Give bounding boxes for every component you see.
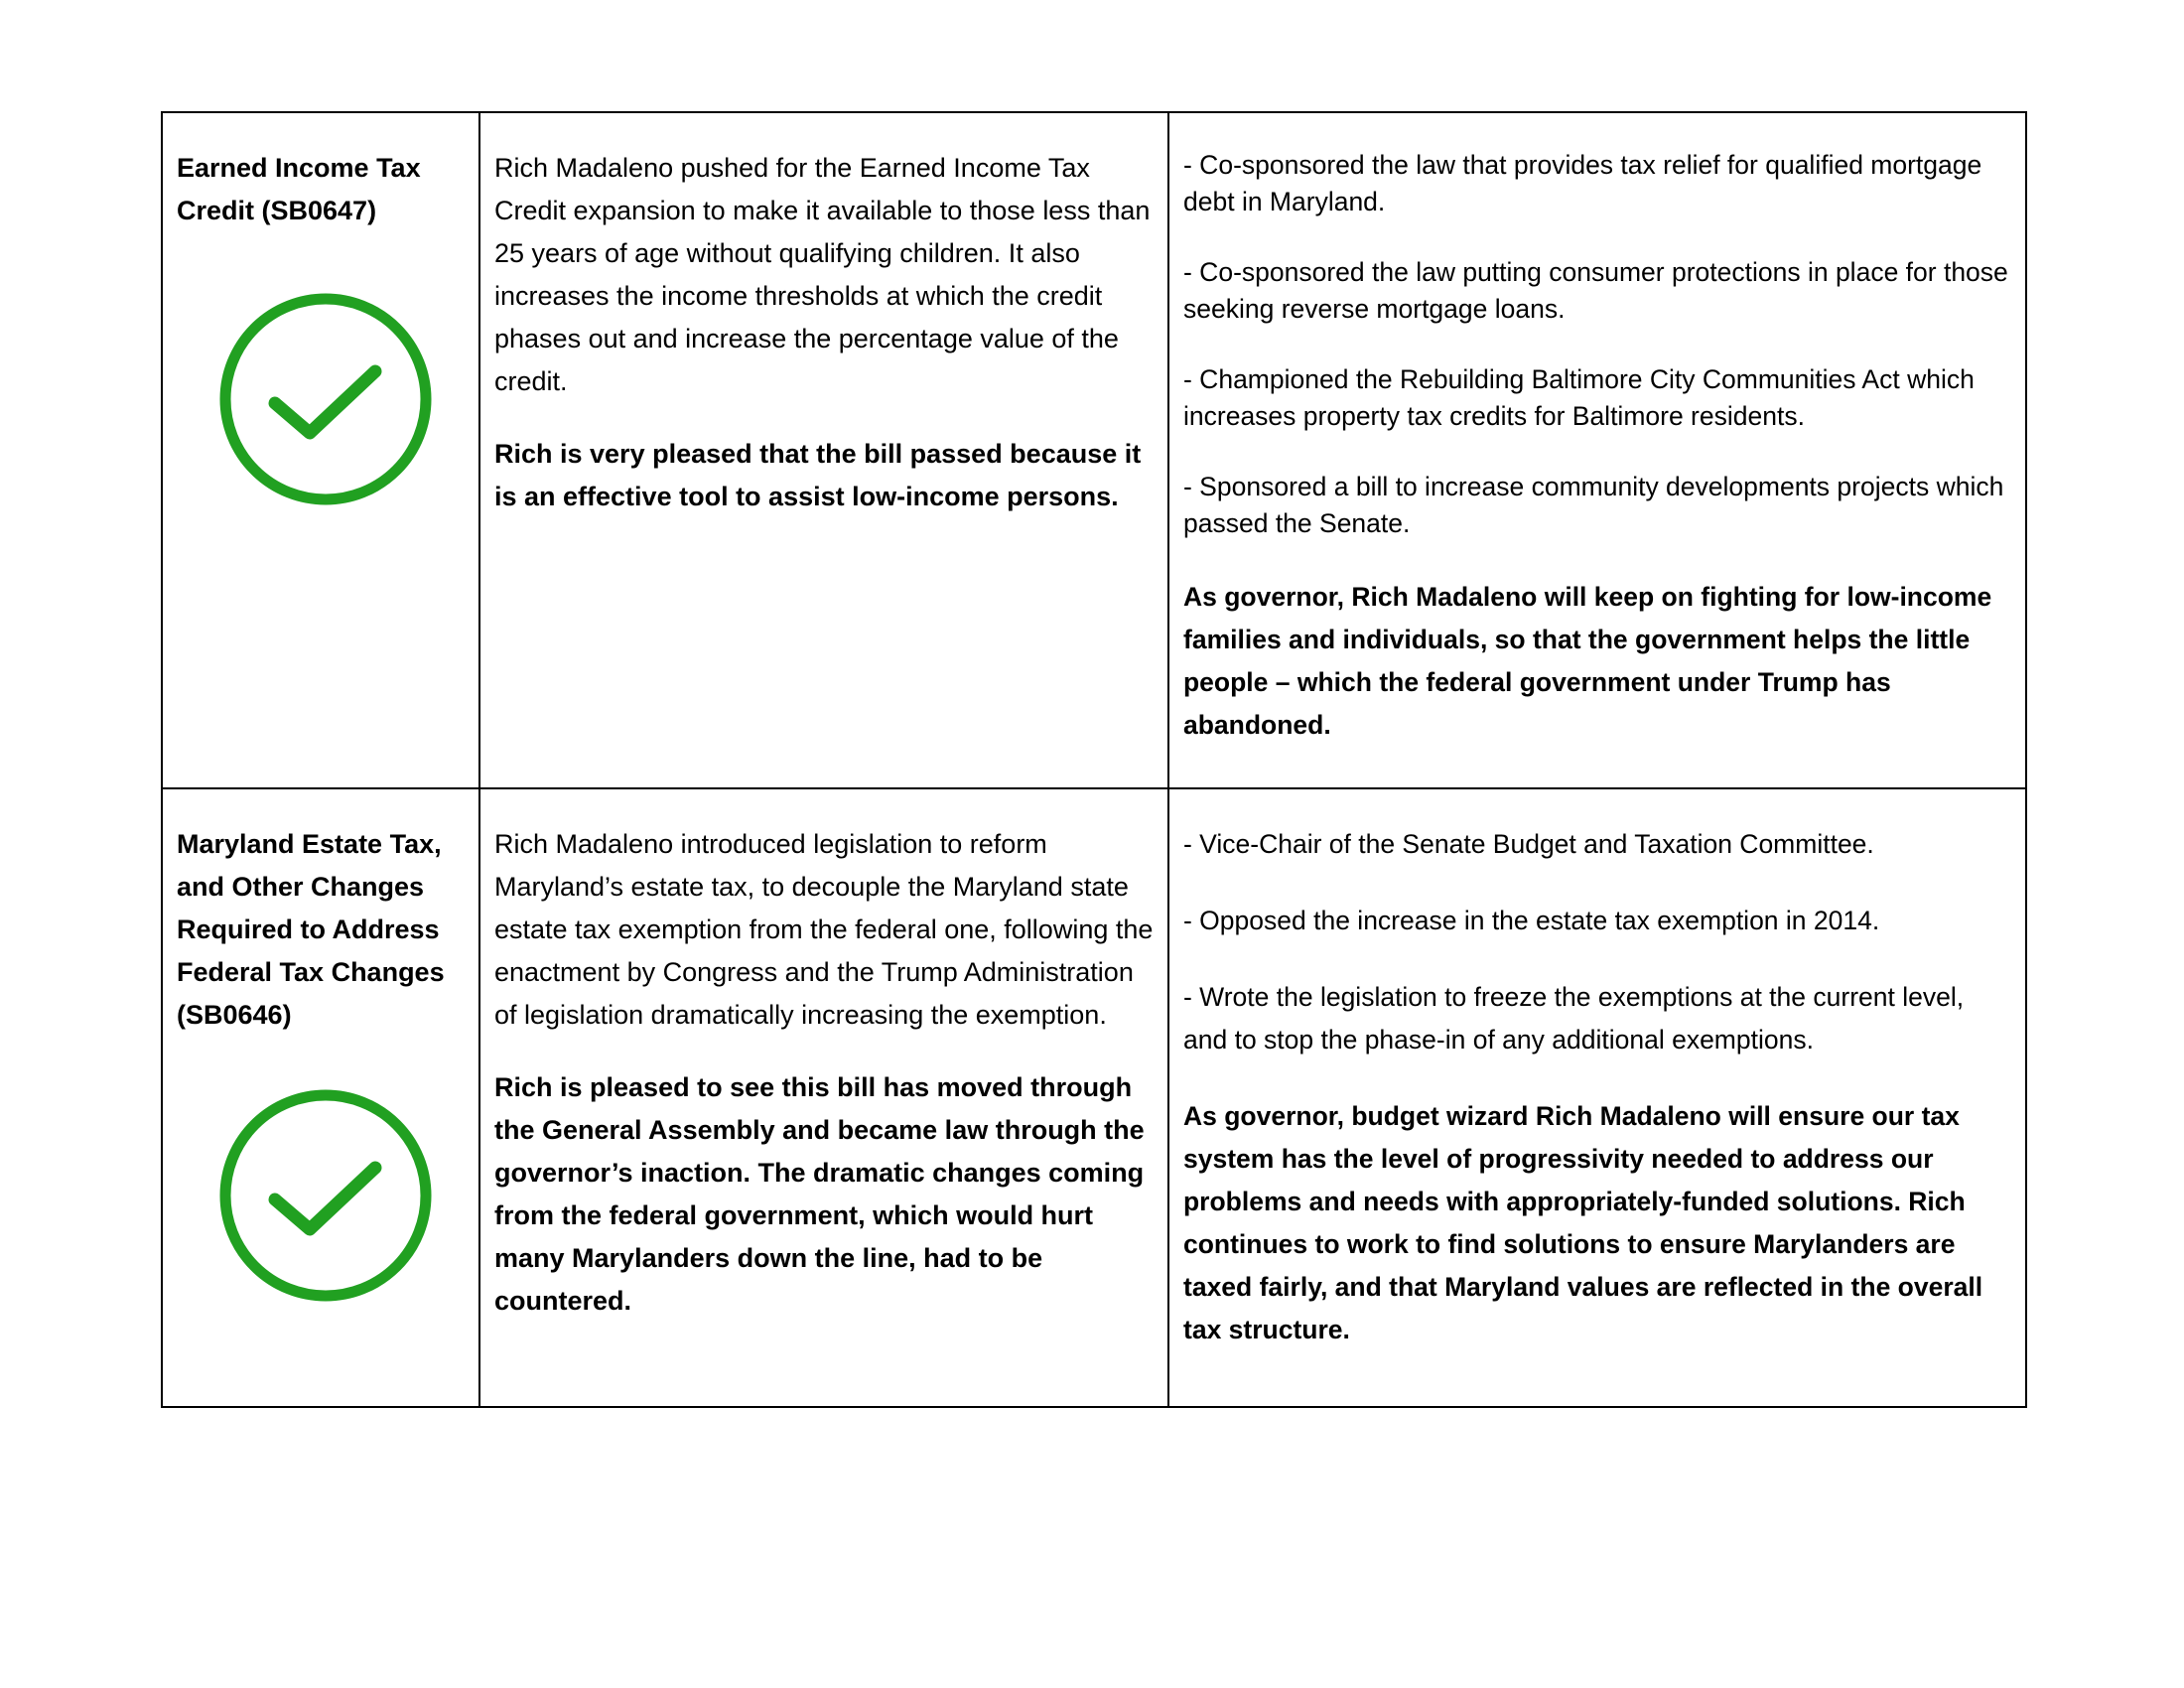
- record-item: - Vice-Chair of the Senate Budget and Taxation Committee.: [1183, 829, 1874, 859]
- record-cell: [1168, 112, 2026, 788]
- table-row: [162, 112, 2026, 788]
- bill-outcome-statement: Rich is very pleased that the bill passed because it is an effective tool to assist low-income persons.: [494, 439, 1142, 511]
- bill-name: Maryland Estate Tax, and Other Changes Required to Address Federal Tax Changes (SB0646): [177, 829, 445, 1030]
- record-item: - Opposed the increase in the estate tax exemption in 2014.: [1183, 906, 1880, 935]
- bill-outcome-statement: Rich is pleased to see this bill has moved through the General Assembly and became law through the governor’s inaction. The dramatic changes coming from the federal government, which would hurt many Marylanders down the line, had to be countered.: [494, 1072, 1145, 1316]
- description-cell: [479, 112, 1168, 788]
- record-item: - Co-sponsored the law putting consumer protections in place for those seeking reverse mortgage loans.: [1183, 257, 2008, 324]
- record-item: - Championed the Rebuilding Baltimore City Communities Act which increases property tax credits for Baltimore residents.: [1183, 364, 1975, 431]
- record-cell: [1168, 788, 2026, 1407]
- table-row: [162, 788, 2026, 1407]
- description-cell: [479, 788, 1168, 1407]
- governor-statement: As governor, Rich Madaleno will keep on fighting for low-income families and individuals, so that the government helps the little people – which the federal government under Trump has abandoned.: [1183, 582, 1992, 740]
- bill-cell: [162, 788, 479, 1407]
- governor-statement: As governor, budget wizard Rich Madaleno will ensure our tax system has the level of progressivity needed to address our problems and needs with appropriately-funded solutions. Rich continues to work to find solutions to ensure Marylanders are taxed fairly, and that Maryland values are reflected in the overall tax structure.: [1183, 1101, 1983, 1344]
- record-item: - Co-sponsored the law that provides tax relief for qualified mortgage debt in Maryland.: [1183, 150, 1982, 216]
- bill-cell: [162, 112, 479, 788]
- bill-table: [161, 111, 2027, 1408]
- bill-description: Rich Madaleno introduced legislation to reform Maryland’s estate tax, to decouple the Maryland state estate tax exemption from the federal one, following the enactment by Congress and the Trump Administration of legislation dramatically increasing the exemption.: [494, 829, 1154, 1030]
- checkmark-circle-icon: [218, 1088, 433, 1303]
- record-item: - Sponsored a bill to increase community developments projects which passed the Senate.: [1183, 472, 2004, 538]
- record-item: - Wrote the legislation to freeze the exemptions at the current level, and to stop the phase-in of any additional exemptions.: [1183, 982, 1965, 1055]
- checkmark-circle-icon: [218, 292, 433, 506]
- bill-description: Rich Madaleno pushed for the Earned Income Tax Credit expansion to make it available to those less than 25 years of age without qualifying children. It also increases the income thresholds at which the credit phases out and increase the percentage value of the credit.: [494, 153, 1151, 396]
- bill-name: Earned Income Tax Credit (SB0647): [177, 153, 421, 225]
